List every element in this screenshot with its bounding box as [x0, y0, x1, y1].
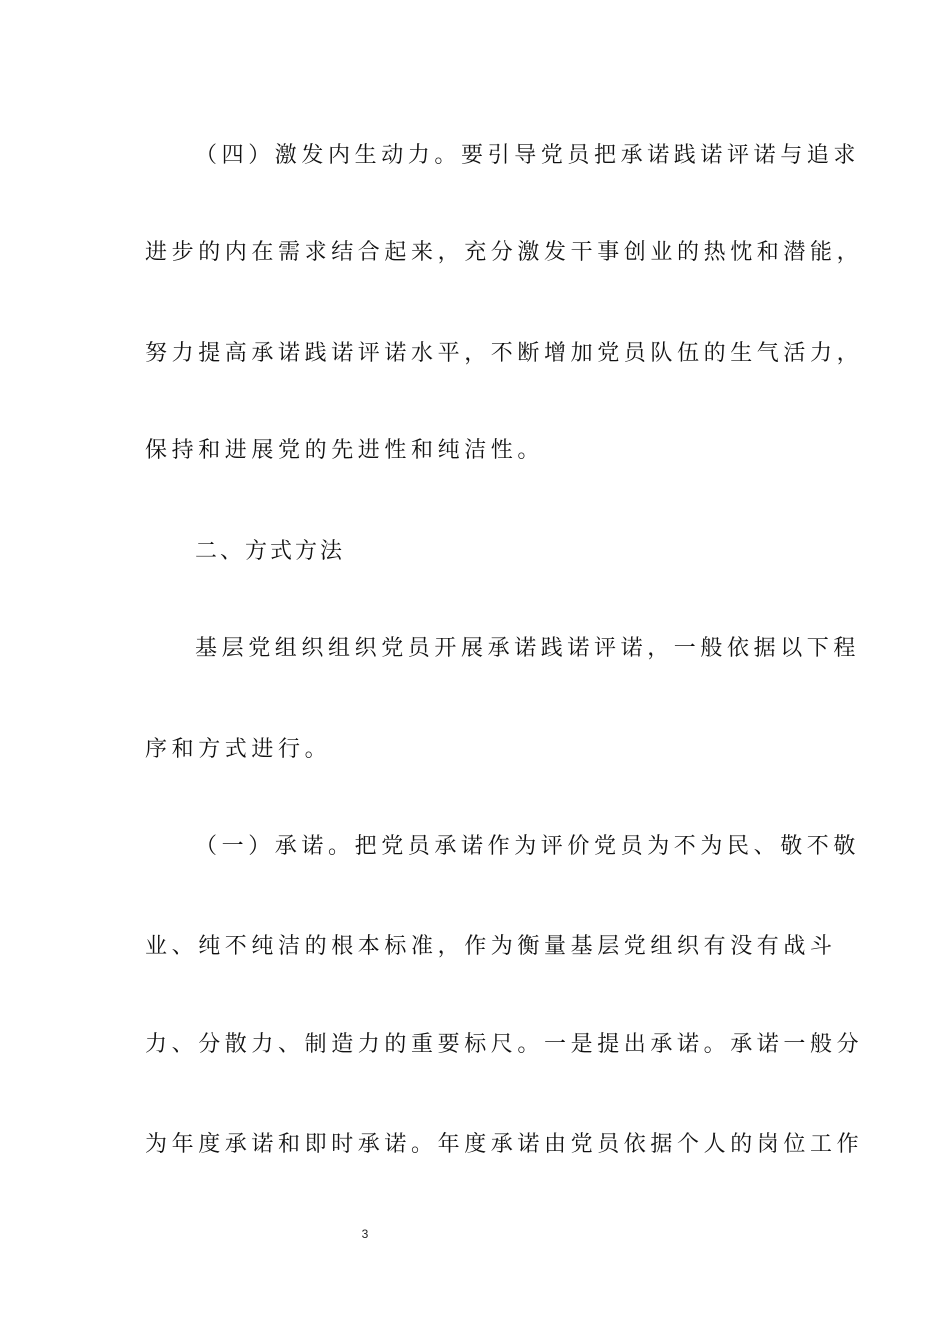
page-number: 3	[361, 1227, 369, 1241]
paragraph-line-9: 力、分散力、制造力的重要标尺。一是提出承诺。承诺一般分	[145, 1032, 864, 1057]
paragraph-line-5: 基层党组织组织党员开展承诺践诺评诺，一般依据以下程	[195, 636, 861, 661]
paragraph-line-1: （四）激发内生动力。要引导党员把承诺践诺评诺与追求	[195, 143, 861, 168]
paragraph-line-7: （一）承诺。把党员承诺作为评价党员为不为民、敬不敬	[195, 834, 861, 859]
paragraph-line-8: 业、纯不纯洁的根本标准，作为衡量基层党组织有没有战斗	[145, 934, 837, 959]
paragraph-line-4: 保持和进展党的先进性和纯洁性。	[145, 438, 545, 463]
paragraph-line-3: 努力提高承诺践诺评诺水平，不断增加党员队伍的生气活力，	[145, 341, 864, 366]
paragraph-line-6: 序和方式进行。	[145, 737, 332, 762]
paragraph-line-2: 进步的内在需求结合起来，充分激发干事创业的热忱和潜能，	[145, 240, 864, 265]
paragraph-line-10: 为年度承诺和即时承诺。年度承诺由党员依据个人的岗位工作	[145, 1132, 864, 1157]
section-heading: 二、方式方法	[195, 539, 346, 564]
